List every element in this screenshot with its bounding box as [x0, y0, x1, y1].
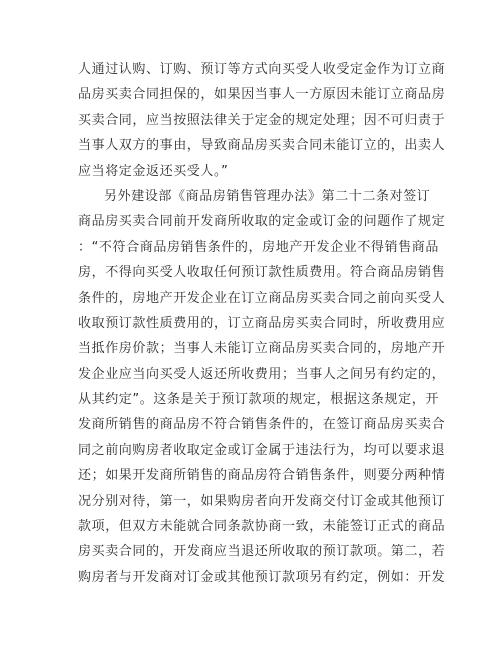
document-page — [78, 57, 446, 590]
paragraph-1 — [78, 57, 446, 184]
text-line: 商品房买卖合同前开发商所收取的定金或订金的问题作了规定 — [78, 214, 446, 230]
text-line: 当事人双方的事由，导致商品房买卖合同未能订立的，出卖人 — [78, 138, 446, 154]
text-line: 发企业应当向买受人返还所收费用；当事人之间另有约定的， — [78, 366, 446, 382]
text-line: 买卖合同，应当按照法律关于定金的规定处理；因不可归责于 — [78, 112, 446, 128]
text-line: 同之前向购房者收取定金或订金属于违法行为，均可以要求退 — [78, 442, 446, 458]
text-line: 品房买卖合同担保的，如果因当事人一方原因未能订立商品房 — [78, 87, 446, 103]
text-line: 应当将定金返还买受人。” — [78, 163, 229, 179]
text-line: 人通过认购、订购、预订等方式向买受人收受定金作为订立商 — [78, 62, 446, 77]
text-line: 另外建设部《商品房销售管理办法》第二十二条对签订 — [104, 188, 431, 204]
text-line: ：“不符合商品房销售条件的，房地产开发企业不得销售商品 — [78, 239, 439, 255]
text-line: 收取预订款性质费用的，订立商品房买卖合同时，所收费用应 — [78, 315, 446, 331]
text-line: 况分别对待，第一，如果购房者向开发商交付订金或其他预订 — [78, 493, 446, 509]
paragraph-2 — [78, 184, 446, 590]
text-line: 还；如果开发商所销售的商品房符合销售条件，则要分两种情 — [78, 468, 446, 484]
text-line: 发商所销售的商品房不符合销售条件的，在签订商品房买卖合 — [78, 417, 446, 433]
text-line: 房买卖合同的，开发商应当退还所收取的预订款项。第二，若 — [78, 544, 446, 560]
text-line: 购房者与开发商对订金或其他预订款项另有约定，例如：开发 — [78, 569, 446, 585]
text-line: 款项，但双方未能就合同条款协商一致，未能签订正式的商品 — [78, 519, 446, 535]
text-line: 从其约定”。这条是关于预订款项的规定，根据这条规定，开 — [78, 392, 439, 408]
text-line: 条件的，房地产开发企业在订立商品房买卖合同之前向买受人 — [78, 290, 446, 306]
text-line: 当抵作房价款；当事人未能订立商品房买卖合同的，房地产开 — [78, 341, 446, 357]
text-line: 房，不得向买受人收取任何预订款性质费用。符合商品房销售 — [78, 265, 446, 281]
